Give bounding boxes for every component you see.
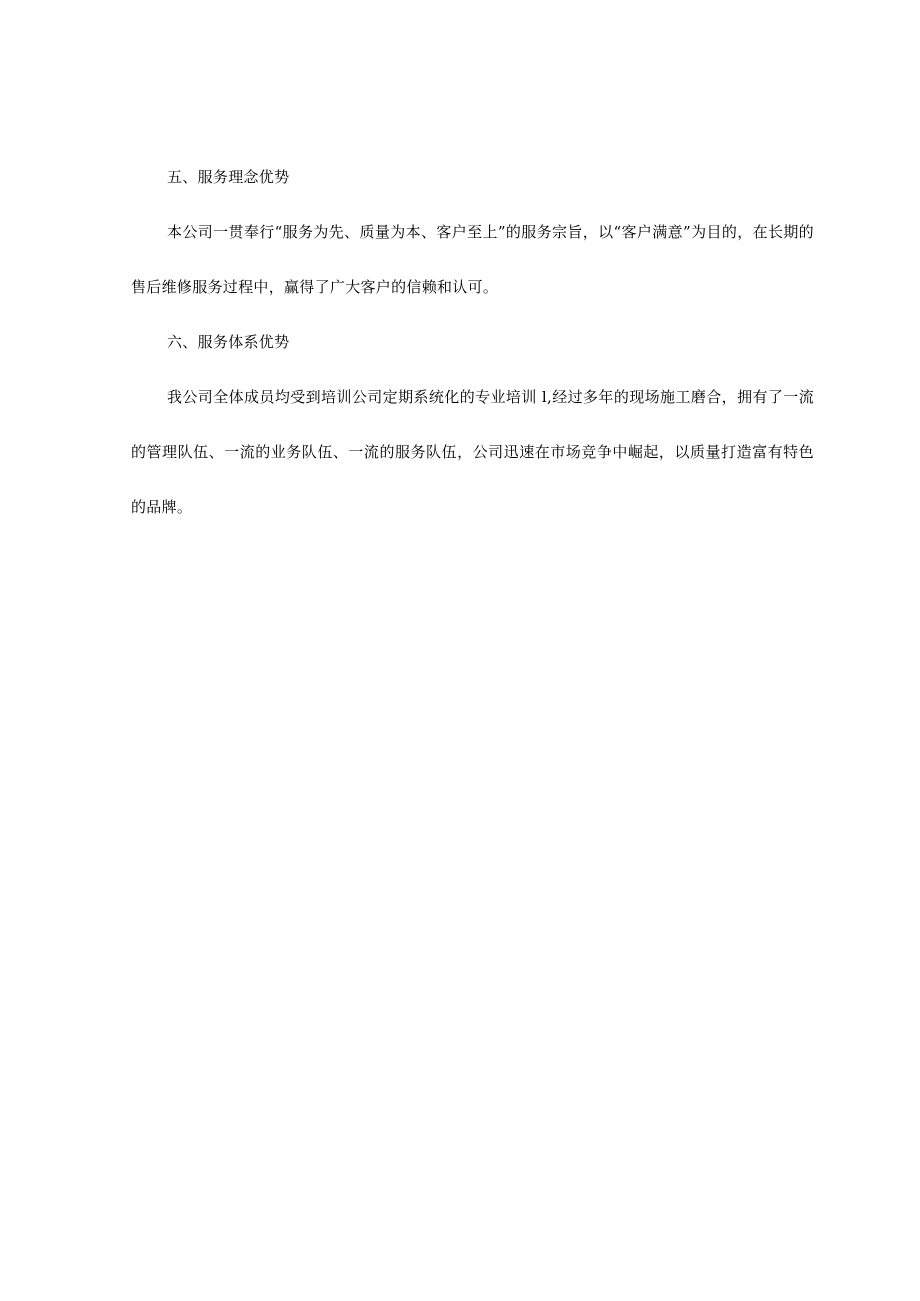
document-body (131, 150, 814, 535)
section-heading-service-philosophy: 五、服务理念优势 (167, 168, 290, 186)
section-heading-service-system: 六、服务体系优势 (167, 333, 290, 351)
section-paragraph-service-philosophy: 本公司一贯奉行“服务为先、质量为本、客户至上”的服务宗旨，以“客户满意”为目的，在长期的售后维修服务过程中，赢得了广大客户的信赖和认可。 (131, 223, 814, 296)
section-paragraph-service-system: 我公司全体成员均受到培训公司定期系统化的专业培训 l,经过多年的现场施工磨合，拥有了一流的管理队伍、一流的业务队伍、一流的服务队伍，公司迅速在市场竞争中崛起，以质量打造富有特色的品牌。 (131, 388, 814, 516)
